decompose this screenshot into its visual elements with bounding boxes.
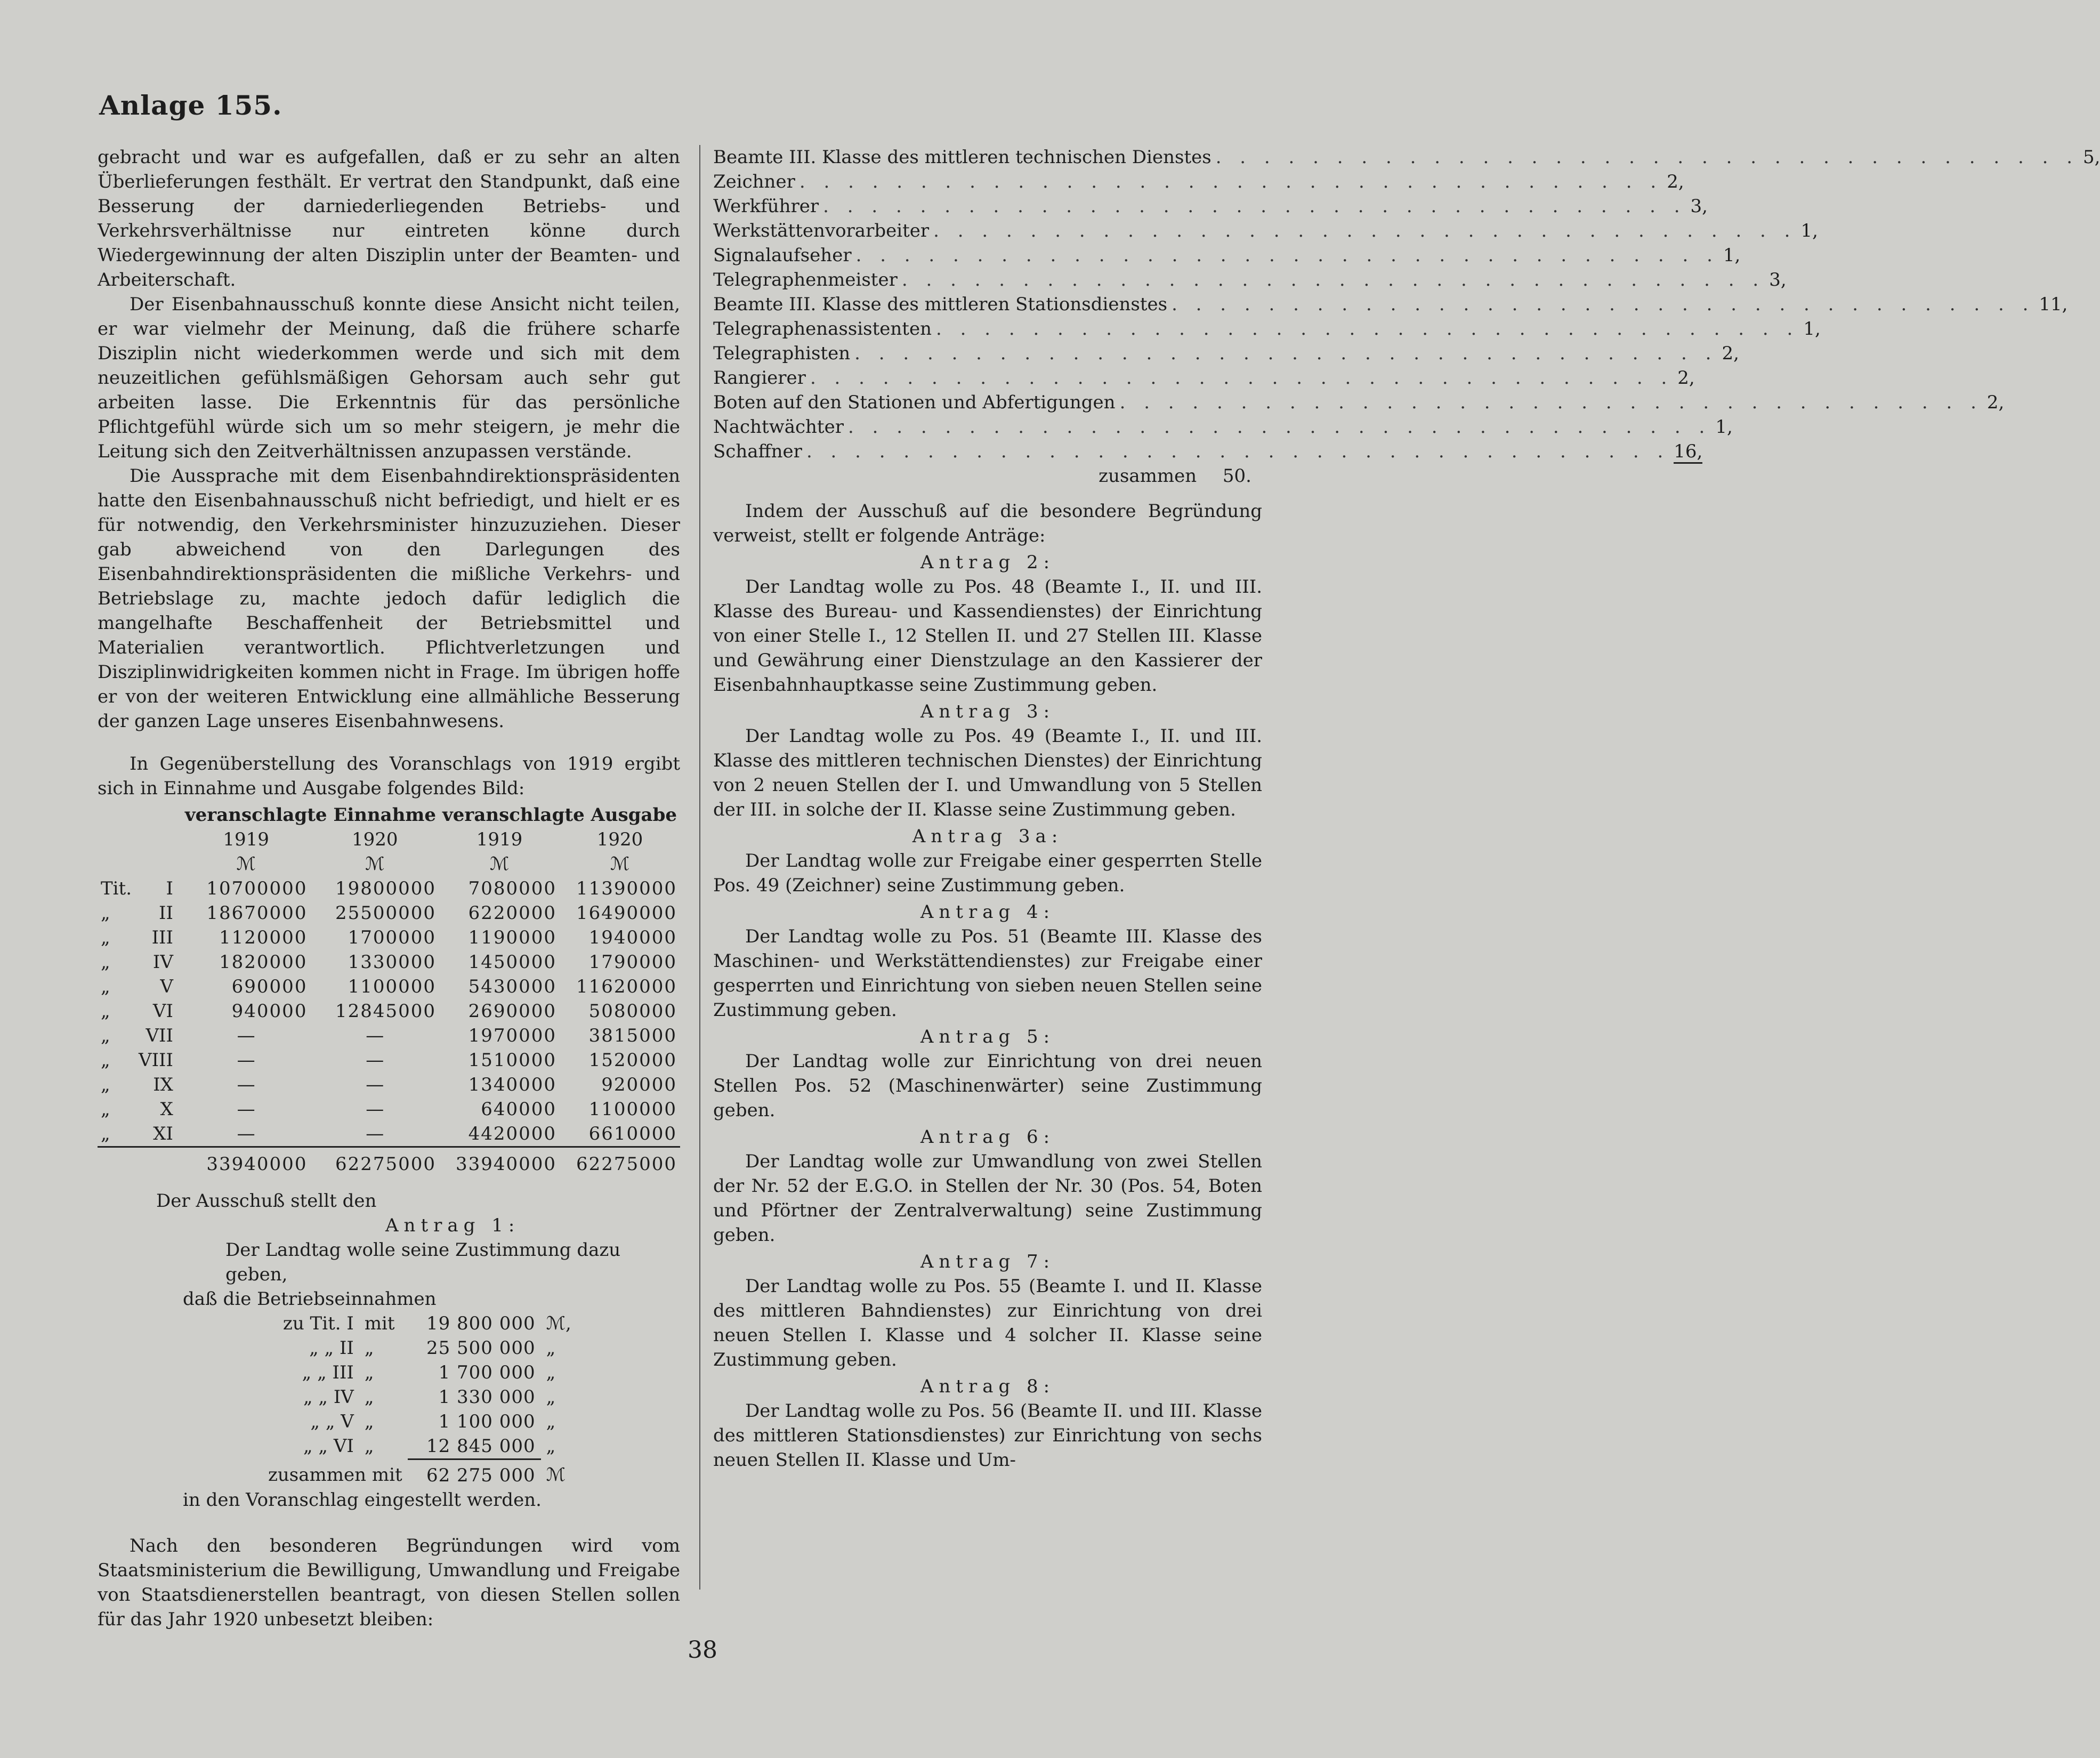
- staff-count-value: 1,: [1715, 416, 1733, 438]
- budget-cell: 1190000: [468, 927, 557, 948]
- left-column: [98, 145, 680, 1632]
- staff-row: [713, 415, 1733, 439]
- group-income: veranschlagte Einnahme: [184, 804, 437, 826]
- antrag-title: Antrag 4:: [920, 901, 1055, 923]
- page-number: 38: [688, 1636, 717, 1664]
- staff-label: Telegraphenassistenten: [713, 318, 932, 340]
- staff-count: [1715, 415, 1732, 439]
- antrag-1-unit: „: [546, 1386, 556, 1408]
- row-title-number: IV: [152, 951, 173, 973]
- leader-dots: . . . . . . . . . . . . . . . . . . . . . . . . . . . . . . . . . . . .: [799, 171, 1663, 192]
- row-prefix: „: [101, 1074, 110, 1095]
- budget-cell: —: [366, 1099, 384, 1120]
- row-prefix: „: [101, 1001, 110, 1022]
- budget-cell: 1450000: [468, 951, 557, 973]
- antrag-1-row: [263, 1385, 577, 1409]
- antrag-1-mit: „: [364, 1337, 374, 1359]
- budget-cell: —: [237, 1074, 255, 1095]
- antraege-intro: Indem der Ausschuß auf die besondere Begründung verweist, stellt er folgende Anträge:: [713, 501, 1262, 546]
- leader-dots: . . . . . . . . . . . . . . . . . . . . . . . . . . . . . . . . . . . .: [847, 416, 1711, 438]
- antrag-text: Der Landtag wolle zu Pos. 49 (Beamte I., II. und III. Klasse des mittleren technischen Dienstes) der Einrichtung von 2 neuen Stellen der I. und Umwandlung von 5 Stellen der III. in solche der II. Klasse seine Zustimmung geben.: [713, 725, 1262, 820]
- budget-row: [98, 876, 680, 901]
- antrag-block: [713, 699, 1262, 822]
- budget-row: [98, 974, 680, 999]
- antrag-1-sum-row: [263, 1459, 577, 1488]
- year-header: 1920: [596, 829, 643, 850]
- budget-cell: 1970000: [468, 1025, 557, 1046]
- antrag-1-text-3: in den Voranschlag eingestellt werden.: [183, 1489, 542, 1511]
- row-title-number: X: [160, 1099, 173, 1120]
- budget-cell: 16490000: [576, 902, 677, 924]
- row-title-number: XI: [153, 1123, 173, 1144]
- budget-cell: 640000: [481, 1099, 557, 1120]
- staff-count-value: 2,: [1986, 392, 2005, 413]
- staff-sum-label: zusammen: [1099, 465, 1197, 487]
- budget-row: [98, 901, 680, 925]
- budget-group-header: [98, 803, 680, 827]
- staff-count-value: 2,: [1667, 171, 1684, 192]
- budget-cell: 1340000: [468, 1074, 557, 1095]
- staff-count-value: 5,: [2083, 147, 2100, 168]
- leader-dots: . . . . . . . . . . . . . . . . . . . . . . . . . . . . . . . . . . . .: [1215, 147, 2079, 168]
- row-prefix: „: [101, 1123, 110, 1144]
- leader-dots: . . . . . . . . . . . . . . . . . . . . . . . . . . . . . . . . . . . .: [854, 343, 1718, 364]
- leader-dots: . . . . . . . . . . . . . . . . . . . . . . . . . . . . . . . . . . . .: [855, 245, 1719, 266]
- antrag-1-mit: „: [364, 1436, 374, 1457]
- antrag-1-table: [263, 1311, 577, 1488]
- antrag-block: [713, 550, 1262, 697]
- row-prefix: „: [101, 1050, 110, 1071]
- budget-row: [98, 925, 680, 950]
- staff-label: Boten auf den Stationen und Abfertigungen: [713, 392, 1116, 413]
- row-title-number: VI: [152, 1001, 173, 1022]
- budget-cell: 1940000: [588, 927, 677, 948]
- total-cell: 62275000: [560, 1147, 680, 1177]
- row-prefix: „: [101, 976, 110, 997]
- budget-cell: 1700000: [348, 927, 437, 948]
- budget-row: [98, 1122, 680, 1147]
- budget-row: [98, 1072, 680, 1097]
- staff-label: Beamte III. Klasse des mittleren technischen Dienstes: [713, 147, 1211, 168]
- staff-count-value: 1,: [1723, 245, 1741, 266]
- antrag-1-amount: 1 330 000: [438, 1386, 536, 1408]
- staff-label: Signalaufseher: [713, 245, 852, 266]
- budget-cell: 6610000: [588, 1123, 677, 1144]
- antrag-text: Der Landtag wolle zu Pos. 55 (Beamte I. und II. Klasse des mittleren Bahndienstes) zur Einrichtung von drei neuen Stellen I. Klasse und 4 solcher II. Klasse seine Zustimmung geben.: [713, 1276, 1262, 1370]
- budget-cell: 1820000: [219, 951, 308, 973]
- antrag-1-row: [263, 1434, 577, 1459]
- budget-cell: —: [237, 1123, 255, 1144]
- staff-label: Schaffner: [713, 441, 802, 462]
- sum-amount: 62 275 000: [426, 1464, 536, 1486]
- staff-row: [713, 268, 1787, 292]
- antrag-1-mit: „: [364, 1386, 374, 1408]
- budget-cell: 7080000: [468, 878, 557, 899]
- staff-row: [713, 194, 1708, 219]
- staff-list: [713, 145, 2100, 464]
- budget-cell: 1100000: [348, 976, 437, 997]
- row-title-number: IX: [153, 1074, 173, 1095]
- row-title-number: V: [160, 976, 173, 997]
- staff-count: [1722, 341, 1739, 366]
- antrag-1-text-2: daß die Betriebseinnahmen: [183, 1288, 437, 1310]
- staff-count-value: 1,: [1803, 318, 1821, 340]
- staff-label: Telegraphisten: [713, 343, 851, 364]
- budget-cell: —: [366, 1025, 384, 1046]
- row-title-number: VIII: [139, 1050, 173, 1071]
- year-header: 1919: [476, 829, 523, 850]
- budget-row: [98, 1048, 680, 1072]
- antrag-1-unit: ℳ,: [546, 1312, 571, 1334]
- antrag-title: Antrag 5:: [920, 1026, 1055, 1047]
- unit-header: ℳ: [365, 853, 385, 875]
- unit-header: ℳ: [489, 853, 510, 875]
- budget-cell: 690000: [231, 976, 308, 997]
- staff-count: [1674, 439, 1702, 464]
- total-cell: 33940000: [439, 1147, 560, 1177]
- budget-cell: —: [237, 1050, 255, 1071]
- unit-header: ℳ: [236, 853, 256, 875]
- budget-cell: —: [366, 1074, 384, 1095]
- row-title-number: I: [166, 878, 173, 899]
- budget-cell: 5080000: [588, 1001, 677, 1022]
- antrag-title: Antrag 3a:: [912, 826, 1063, 847]
- leader-dots: . . . . . . . . . . . . . . . . . . . . . . . . . . . . . . . . . . . .: [933, 220, 1797, 241]
- staff-count-value: 3,: [1690, 196, 1708, 217]
- antrag-1-unit: „: [546, 1337, 556, 1359]
- antrag-1-row: [263, 1360, 577, 1385]
- antrag-title: Antrag 6:: [920, 1126, 1055, 1148]
- staff-row: [713, 341, 1739, 366]
- budget-cell: 940000: [231, 1001, 308, 1022]
- antrag-text: Der Landtag wolle zur Freigabe einer gesperrten Stelle Pos. 49 (Zeichner) seine Zustimmung geben.: [713, 850, 1262, 896]
- budget-cell: 1100000: [588, 1099, 677, 1120]
- budget-row: [98, 1023, 680, 1048]
- staff-label: Zeichner: [713, 171, 795, 192]
- budget-cell: —: [366, 1050, 384, 1071]
- budget-row: [98, 999, 680, 1023]
- budget-cell: —: [237, 1099, 255, 1120]
- antrag-1-label: „ „ VI: [303, 1436, 354, 1457]
- budget-cell: 1330000: [348, 951, 437, 973]
- budget-cell: 6220000: [468, 902, 557, 924]
- antrag-1-intro: Der Ausschuß stellt den: [156, 1190, 377, 1212]
- staff-count: [1691, 194, 1708, 219]
- antrag-1-amount: 19 800 000: [426, 1312, 536, 1334]
- row-prefix: „: [101, 951, 110, 973]
- unit-header: ℳ: [610, 853, 630, 875]
- budget-cell: —: [237, 1025, 255, 1046]
- staff-row: [713, 145, 2100, 170]
- antrag-1-unit: „: [546, 1361, 556, 1383]
- staff-count: [2083, 145, 2100, 170]
- budget-cell: 12845000: [335, 1001, 437, 1022]
- antrag-1-amount: 1 700 000: [438, 1361, 536, 1383]
- antrag-1-mit: „: [364, 1410, 374, 1432]
- antrag-title: Antrag 8:: [920, 1376, 1055, 1397]
- staff-label: Nachtwächter: [713, 416, 844, 438]
- leader-dots: . . . . . . . . . . . . . . . . . . . . . . . . . . . . . . . . . . . .: [806, 441, 1670, 462]
- budget-table: [98, 803, 680, 1177]
- budget-cell: —: [366, 1123, 384, 1144]
- antrag-1-unit: „: [546, 1436, 556, 1457]
- budget-units-row: [98, 852, 680, 876]
- antrag-title: Antrag 3:: [920, 701, 1055, 722]
- antrag-1-label: „ „ III: [302, 1361, 354, 1383]
- staff-count-value: 1,: [1800, 220, 1818, 241]
- staff-row: [713, 170, 1684, 194]
- staff-count-value: 3,: [1769, 269, 1787, 291]
- leader-dots: . . . . . . . . . . . . . . . . . . . . . . . . . . . . . . . . . . . .: [935, 318, 1799, 340]
- antrag-text: Der Landtag wolle zur Einrichtung von drei neuen Stellen Pos. 52 (Maschinenwärter) seine Zustimmung geben.: [713, 1051, 1262, 1121]
- leader-dots: . . . . . . . . . . . . . . . . . . . . . . . . . . . . . . . . . . . .: [1172, 294, 2035, 315]
- budget-row: [98, 1097, 680, 1122]
- budget-cell: 18670000: [206, 902, 308, 924]
- budget-cell: 5430000: [468, 976, 557, 997]
- column-divider: [699, 145, 700, 1590]
- staff-count: [1677, 366, 1694, 390]
- antrag-text: Der Landtag wolle zur Umwandlung von zwei Stellen der Nr. 52 der E.G.O. in Stellen der Nr. 30 (Pos. 54, Boten und Pförtner der Zentralverwaltung) seine Zustimmung geben.: [713, 1151, 1262, 1246]
- antrag-block: [713, 1025, 1262, 1123]
- antrag-1-mit: „: [364, 1361, 374, 1383]
- staff-row: [713, 243, 1741, 268]
- leader-dots: . . . . . . . . . . . . . . . . . . . . . . . . . . . . . . . . . . . .: [823, 196, 1686, 217]
- budget-cell: 10700000: [206, 878, 308, 899]
- staff-count: [2039, 292, 2067, 317]
- antrag-1-mit: mit: [364, 1312, 395, 1334]
- antrag-1-label: „ „ II: [309, 1337, 354, 1359]
- row-prefix: „: [101, 902, 110, 924]
- antrag-1-row: [263, 1311, 577, 1336]
- sum-label: zusammen mit: [268, 1464, 402, 1486]
- budget-years-row: [98, 827, 680, 852]
- antrag-1-label: „ „ V: [310, 1410, 354, 1432]
- paragraph-2: Der Eisenbahnausschuß konnte diese Ansicht nicht teilen, er war vielmehr der Meinung, daß die frühere scharfe Disziplin nicht wiederkommen werde und sich mit dem neuzeitlichen gefühlsmäßigen Gehorsam auch sehr gut arbeiten lasse. Die Erkenntnis für das persönliche Pflichtgefühl würde sich um so mehr steigern, je mehr die Leitung sich den Zeitverhältnissen anzupassen verstände.: [98, 294, 680, 462]
- row-prefix: Tit.: [101, 878, 132, 899]
- antrag-1-row: [263, 1336, 577, 1360]
- row-title-number: III: [151, 927, 173, 948]
- budget-cell: 1520000: [588, 1050, 677, 1071]
- antrag-block: [713, 900, 1262, 1022]
- antrag-text: Der Landtag wolle zu Pos. 48 (Beamte I., II. und III. Klasse des Bureau- und Kassendienstes) der Einrichtung von einer Stelle I., 12 Stellen II. und 27 Stellen III. Klasse und Gewährung einer Dienstzulage an den Kassierer der Eisenbahnhauptkasse seine Zustimmung geben.: [713, 576, 1262, 696]
- leader-dots: . . . . . . . . . . . . . . . . . . . . . . . . . . . . . . . . . . . .: [810, 367, 1674, 389]
- year-header: 1919: [223, 829, 269, 850]
- antrag-1-label: zu Tit. I: [282, 1312, 354, 1334]
- row-prefix: „: [101, 1025, 110, 1046]
- antrag-block: [713, 1374, 1262, 1472]
- year-header: 1920: [351, 829, 398, 850]
- row-title-number: II: [159, 902, 173, 924]
- staff-label: Rangierer: [713, 367, 806, 389]
- budget-totals-row: [98, 1147, 680, 1177]
- paragraph-4: In Gegenüberstellung des Voranschlags von 1919 ergibt sich in Einnahme und Ausgabe folgendes Bild:: [98, 753, 680, 799]
- antrag-1-unit: „: [546, 1410, 556, 1432]
- antrag-block: [713, 824, 1262, 898]
- staff-sum-row: [713, 464, 1251, 488]
- antrag-text: Der Landtag wolle zu Pos. 56 (Beamte II. und III. Klasse des mittleren Stationsdienstes) zur Einrichtung von sechs neuen Stellen II. Klasse und Um-: [713, 1400, 1262, 1471]
- staff-row: [713, 317, 1821, 341]
- antrag-block: [713, 1125, 1262, 1247]
- budget-cell: 1790000: [588, 951, 677, 973]
- staff-label: Werkführer: [713, 196, 819, 217]
- paragraph-3: Die Aussprache mit dem Eisenbahndirektionspräsidenten hatte den Eisenbahnausschuß nicht befriedigt, und hielt er es für notwendig, den Verkehrsminister hinzuzuziehen. Dieser gab abweichend von den Darlegungen des Eisenbahndirektionspräsidenten die mißliche Verkehrs- und Betriebslage zu, machte jedoch dafür lediglich die mangelhafte Beschaffenheit der Betriebsmittel und Materialien verantwortlich. Pflichtverletzungen und Disziplinwidrigkeiten kommen nicht in Frage. Im übrigen hoffe er von der weiteren Entwicklung eine allmähliche Besserung der ganzen Lage unseres Eisenbahnwesens.: [98, 465, 680, 732]
- antrag-1-text-1: Der Landtag wolle seine Zustimmung dazu geben,: [225, 1239, 621, 1285]
- budget-cell: 11390000: [576, 878, 677, 899]
- staff-sum-value: 50.: [1222, 465, 1251, 487]
- total-cell: 62275000: [310, 1147, 439, 1177]
- staff-count: [1723, 243, 1740, 268]
- budget-cell: 25500000: [335, 902, 437, 924]
- budget-cell: 920000: [601, 1074, 677, 1095]
- budget-cell: 1120000: [219, 927, 308, 948]
- budget-row: [98, 950, 680, 974]
- row-prefix: „: [101, 927, 110, 948]
- staff-label: Telegraphenmeister: [713, 269, 898, 291]
- staff-count-value: 2,: [1722, 343, 1739, 364]
- leader-dots: . . . . . . . . . . . . . . . . . . . . . . . . . . . . . . . . . . . .: [901, 269, 1765, 291]
- antrag-title: Antrag 2:: [920, 552, 1055, 573]
- budget-cell: 19800000: [335, 878, 437, 899]
- staff-count: [1800, 219, 1818, 243]
- budget-cell: 2690000: [468, 1001, 557, 1022]
- staff-row: [713, 292, 2068, 317]
- staff-count-value: 16,: [1674, 441, 1702, 464]
- paragraph-5: Nach den besonderen Begründungen wird vom Staatsministerium die Bewilligung, Umwandlung und Freigabe von Staatsdienerstellen beantragt, von diesen Stellen sollen für das Jahr 1920 unbesetzt bleiben:: [98, 1535, 680, 1630]
- sum-unit: ℳ: [546, 1464, 566, 1486]
- antrag-1-amount: 25 500 000: [426, 1337, 536, 1359]
- budget-cell: 3815000: [588, 1025, 677, 1046]
- staff-count-value: 11,: [2039, 294, 2068, 315]
- antrag-block: [713, 1249, 1262, 1372]
- leader-dots: . . . . . . . . . . . . . . . . . . . . . . . . . . . . . . . . . . . .: [1119, 392, 1983, 413]
- budget-cell: 1510000: [468, 1050, 557, 1071]
- budget-cell: 4420000: [468, 1123, 557, 1144]
- staff-count: [1667, 170, 1684, 194]
- staff-row: [713, 439, 1703, 464]
- staff-count-value: 2,: [1677, 367, 1695, 389]
- budget-cell: 11620000: [576, 976, 677, 997]
- antrag-1-title: Antrag 1:: [385, 1214, 520, 1236]
- staff-row: [713, 390, 2005, 415]
- staff-count: [1803, 317, 1820, 341]
- antrag-text: Der Landtag wolle zu Pos. 51 (Beamte III. Klasse des Maschinen- und Werkstättendienstes) zur Freigabe einer gesperrten und Einrichtung von sieben neuen Stellen seine Zustimmung geben.: [713, 926, 1262, 1021]
- staff-count: [1769, 268, 1786, 292]
- antrag-1-amount: 1 100 000: [438, 1410, 536, 1432]
- antrag-1-row: [263, 1409, 577, 1434]
- total-cell: 33940000: [182, 1147, 311, 1177]
- antrag-1-amount: 12 845 000: [408, 1434, 541, 1459]
- right-column: [713, 145, 2100, 1472]
- antraege-list: [713, 550, 1262, 1472]
- staff-row: [713, 366, 1695, 390]
- page-header: Anlage 155.: [99, 90, 282, 121]
- staff-row: [713, 219, 1818, 243]
- paragraph-1: gebracht und war es aufgefallen, daß er zu sehr an alten Überlieferungen festhält. Er vertrat den Standpunkt, daß eine Besserung der darniederliegenden Betriebs- und Verkehrsverhältnisse nur eintreten könne durch Wiedergewinnung der alten Disziplin unter der Beamten- und Arbeiterschaft.: [98, 147, 680, 291]
- row-prefix: „: [101, 1099, 110, 1120]
- staff-label: Werkstättenvorarbeiter: [713, 220, 930, 241]
- antrag-1-label: „ „ IV: [303, 1386, 354, 1408]
- staff-count: [1987, 390, 2004, 415]
- group-expense: veranschlagte Ausgabe: [442, 804, 677, 826]
- row-title-number: VII: [146, 1025, 173, 1046]
- staff-label: Beamte III. Klasse des mittleren Stationsdienstes: [713, 294, 1168, 315]
- antrag-title: Antrag 7:: [920, 1251, 1055, 1272]
